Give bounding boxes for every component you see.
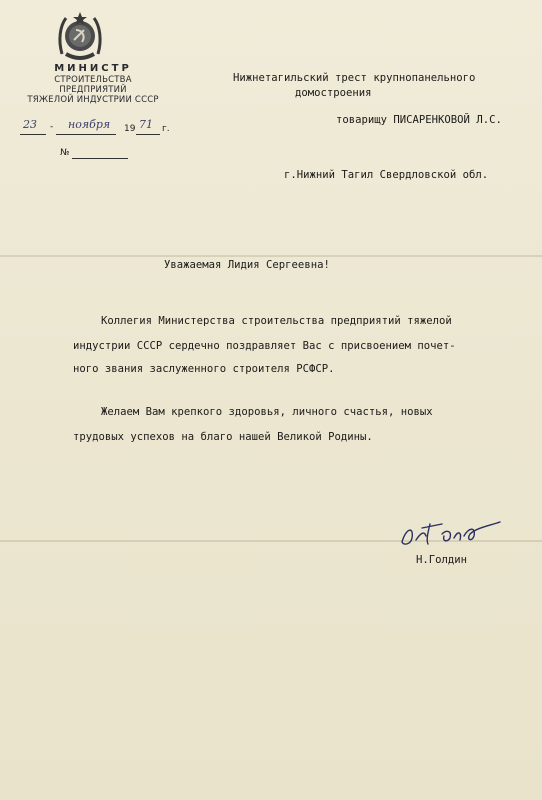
salutation: Уважаемая Лидия Сергеевна! bbox=[164, 259, 330, 271]
ussr-emblem-icon bbox=[56, 10, 104, 62]
letterhead-title: МИНИСТР bbox=[54, 63, 132, 74]
address-line-1: Нижнетагильский трест крупнопанельного bbox=[233, 72, 476, 84]
number-line bbox=[60, 146, 160, 160]
letterhead-line: СТРОИТЕЛЬСТВА ПРЕДПРИЯТИЙ bbox=[54, 75, 132, 95]
letterhead-line: ТЯЖЕЛОЙ ИНДУСТРИИ СССР bbox=[27, 95, 159, 105]
address-line-2: домостроения bbox=[295, 87, 372, 99]
date-day: 23 bbox=[23, 118, 37, 131]
body-line: трудовых успехов на благо нашей Великой Родины. bbox=[73, 431, 373, 443]
body-line: Желаем Вам крепкого здоровья, личного счастья, новых bbox=[101, 406, 433, 418]
number-label: № bbox=[60, 148, 70, 158]
body-line: Коллегия Министерства строительства предприятий тяжелой bbox=[101, 315, 452, 327]
date-month: ноября bbox=[68, 118, 111, 131]
body-line: индустрии СССР сердечно поздравляет Вас с присвоением почет- bbox=[73, 340, 456, 352]
body-line: ного звания заслуженного строителя РСФСР. bbox=[73, 363, 335, 375]
date-year-suffix: 71 bbox=[139, 118, 153, 131]
signer-name: Н.Голдин bbox=[416, 554, 468, 566]
date-suffix: г. bbox=[162, 124, 170, 134]
address-city: г.Нижний Тагил Свердловской обл. bbox=[284, 169, 489, 181]
paper-fold bbox=[0, 255, 542, 257]
signature-icon bbox=[396, 516, 506, 550]
address-recipient: товарищу ПИСАРЕНКОВОЙ Л.С. bbox=[336, 114, 502, 126]
date-line: 23 - ноября 19 71 г. bbox=[20, 118, 180, 138]
number-blank bbox=[72, 158, 128, 159]
letterhead bbox=[20, 64, 166, 105]
date-year-prefix: 19 bbox=[124, 124, 136, 134]
